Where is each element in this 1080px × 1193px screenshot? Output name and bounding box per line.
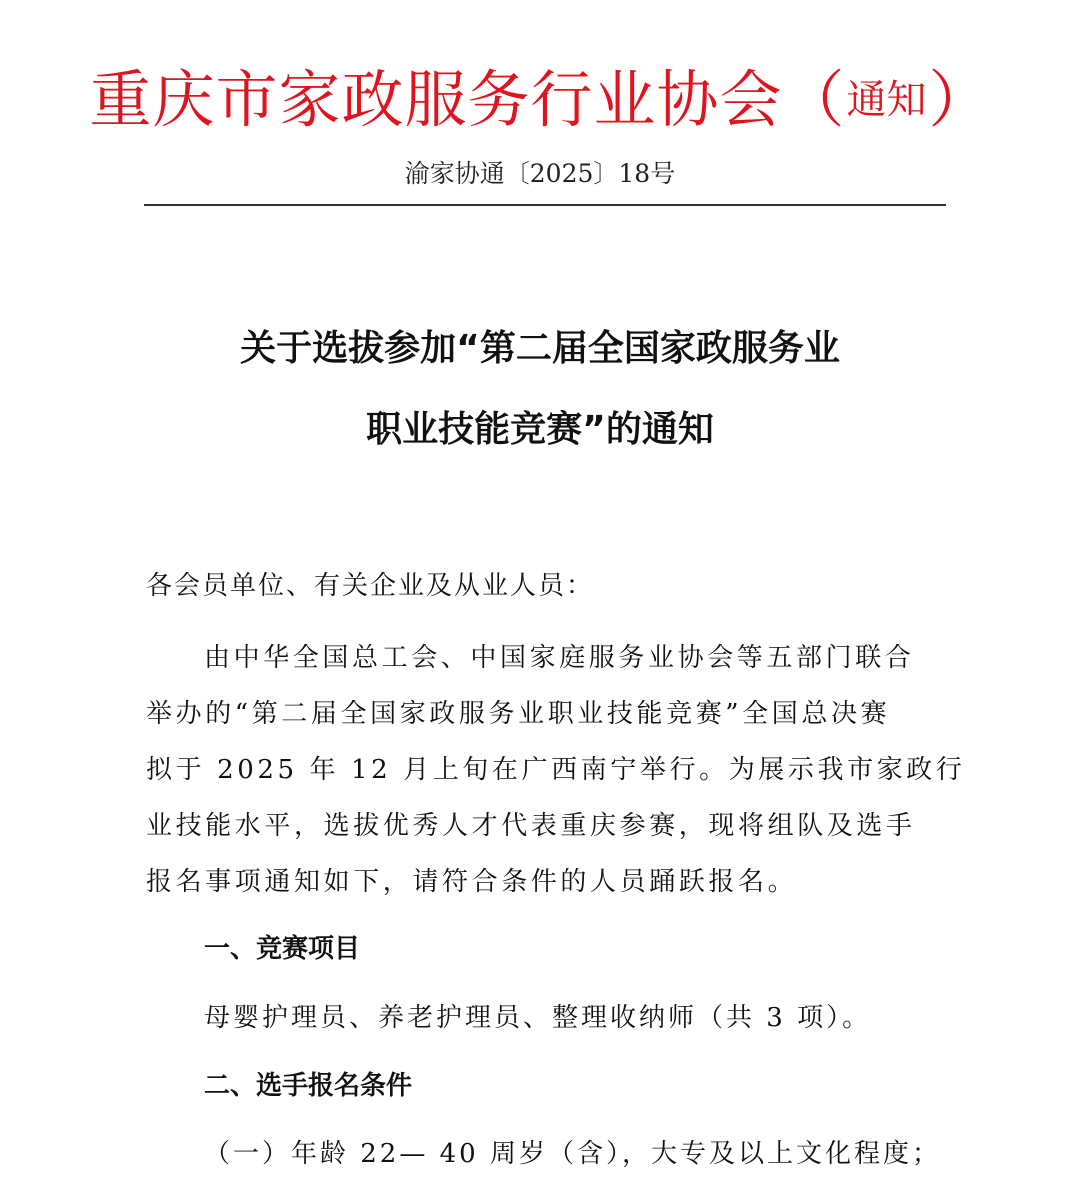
eligibility-condition-1: （一）年龄 22— 40 周岁（含），大专及以上文化程度； xyxy=(204,1139,941,1169)
header-divider xyxy=(144,204,946,206)
section-heading-eligibility: 二、选手报名条件 xyxy=(204,1071,413,1101)
intro-line: 由中华全国总工会、中国家庭服务业协会等五部门联合 xyxy=(204,643,915,673)
org-name: 重庆市家政服务行业协会 xyxy=(89,63,783,136)
doc-type-close-paren: ） xyxy=(928,63,991,136)
intro-line: 拟于 2025 年 12 月上旬在广西南宁举行。为展示我市家政行 xyxy=(146,755,966,785)
doc-type: 通知 xyxy=(846,77,927,123)
intro-line: 报名事项通知如下，请符合条件的人员踊跃报名。 xyxy=(146,867,798,897)
doc-type-open-paren: （ xyxy=(782,63,845,136)
intro-paragraph xyxy=(146,630,966,910)
title-line-2: 职业技能竞赛”的通知 xyxy=(366,409,714,450)
salutation: 各会员单位、有关企业及从业人员： xyxy=(146,571,595,601)
title-line-1: 关于选拔参加“第二届全国家政服务业 xyxy=(240,328,840,369)
intro-line: 举办的“第二届全国家政服务业职业技能竞赛”全国总决赛 xyxy=(146,699,891,729)
section-heading-competition-items: 一、竞赛项目 xyxy=(204,934,361,964)
masthead xyxy=(0,60,1080,140)
intro-line: 业技能水平，选拔优秀人才代表重庆参赛，现将组队及选手 xyxy=(146,811,916,841)
document-number: 渝家协通〔2025〕18号 xyxy=(404,159,676,188)
competition-items-text: 母婴护理员、养老护理员、整理收纳师（共 3 项）。 xyxy=(204,1003,872,1033)
